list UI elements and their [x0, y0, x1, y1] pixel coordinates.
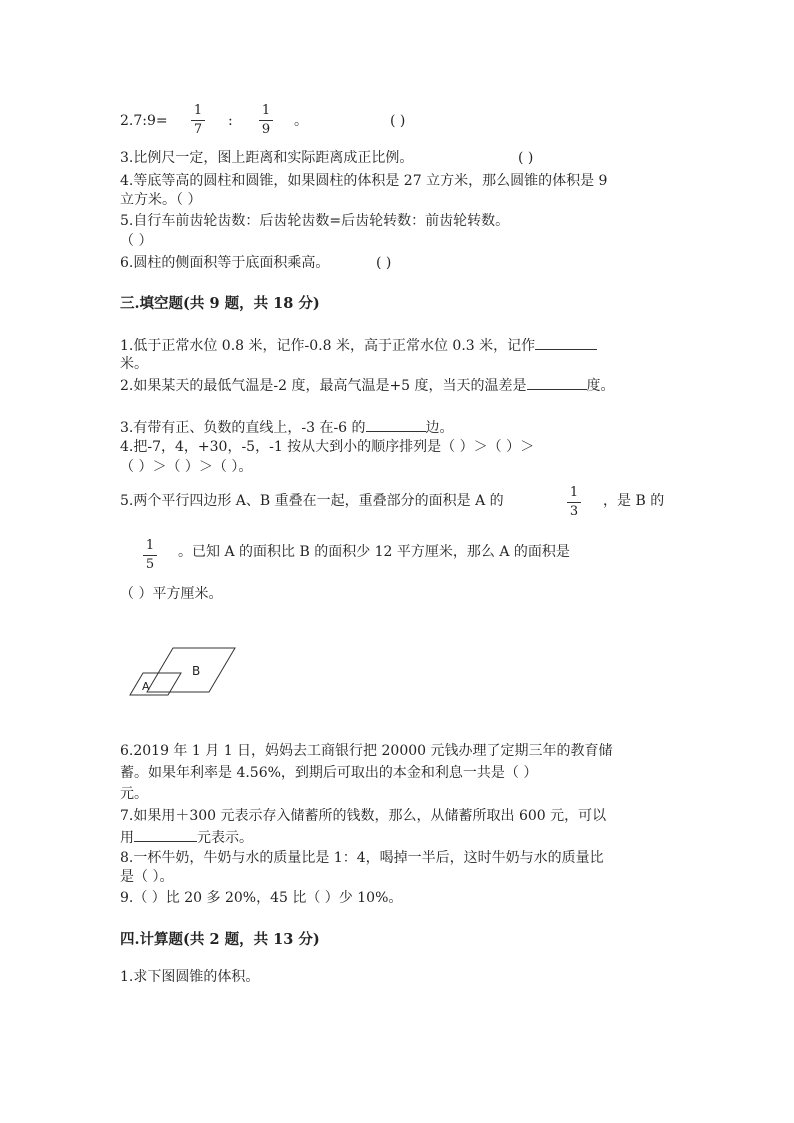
judge-q5-answer-paren[interactable]: （ ） — [120, 233, 153, 249]
parallelogram-figure — [125, 642, 240, 700]
judge-q5-line1: 5.自行车前齿轮齿数：后齿轮齿数=后齿轮转数：前齿轮转数。 — [120, 213, 510, 229]
fill-q2-suffix: 度。 — [586, 378, 615, 394]
answer-blank[interactable] — [535, 335, 597, 350]
fill-q6-line3: 元。 — [120, 786, 148, 802]
fraction-denominator: 3 — [569, 504, 579, 519]
fill-q7-line1: 7.如果用＋300 元表示存入储蓄所的钱数，那么，从储蓄所取出 600 元，可以 — [120, 808, 607, 824]
fill-q5-fraction-a — [567, 485, 581, 520]
judge-q4-line1: 4.等底等高的圆柱和圆锥，如果圆柱的体积是 27 立方米，那么圆锥的体积是 9 — [120, 173, 608, 189]
judge-q6-answer-paren[interactable]: ( ) — [376, 255, 392, 271]
judge-q2-end: 。 — [294, 113, 308, 129]
fill-q5-line1-end: ，是 B 的 — [603, 493, 665, 509]
fill-q1-text: 1.低于正常水位 0.8 米，记作-0.8 米，高于正常水位 0.3 米，记作 — [120, 338, 536, 354]
label-b: B — [192, 664, 201, 678]
fill-q6-line1: 6.2019 年 1 月 1 日，妈妈去工商银行把 20000 元钱办理了定期三年的教育储 — [120, 743, 613, 759]
judge-q4-line2[interactable]: 立方米。（ ） — [120, 192, 202, 208]
judge-q2-fraction-2 — [259, 103, 273, 138]
fill-q7-suffix: 元表示。 — [197, 830, 253, 846]
fraction-numerator: 1 — [569, 485, 579, 500]
fill-q3-text: 3.有带有正、负数的直线上，-3 在-6 的 — [120, 420, 366, 436]
fraction-numerator: 1 — [261, 103, 271, 118]
judge-q2-prefix: 2.7:9= — [120, 113, 168, 129]
judge-q3-answer-paren[interactable]: ( ) — [518, 150, 534, 166]
judge-q3-text: 3.比例尺一定，图上距离和实际距离成正比例。 — [120, 150, 414, 166]
fraction-numerator: 1 — [193, 103, 203, 118]
fill-q3-suffix: 边。 — [425, 420, 454, 436]
judge-q2-answer-paren[interactable]: ( ) — [390, 113, 406, 129]
fill-q7-prefix: 用 — [120, 830, 134, 846]
fill-q5-fraction-b — [143, 538, 157, 573]
fill-q4-line1[interactable]: 4.把-7，4，+30，-5，-1 按从大到小的顺序排列是（ ）＞（ ）＞ — [120, 439, 535, 455]
fill-q1-line2: 米。 — [120, 356, 148, 372]
section-3-title: 三.填空题(共 9 题，共 18 分) — [120, 295, 320, 312]
fill-q4-line2[interactable]: （ ）＞（ ）＞（ ）。 — [120, 459, 253, 475]
parallelogram-b — [147, 648, 235, 692]
judge-q2-colon: : — [228, 113, 233, 129]
fraction-numerator: 1 — [145, 538, 155, 553]
section-4-title: 四.计算题(共 2 题，共 13 分) — [120, 931, 320, 948]
label-a: A — [142, 680, 150, 693]
fill-q8-line1: 8.一杯牛奶，牛奶与水的质量比是 1：4，喝掉一半后，这时牛奶与水的质量比 — [120, 850, 604, 866]
fill-q9[interactable]: 9.（ ）比 20 多 20%，45 比（ ）少 10%。 — [120, 890, 403, 906]
fraction-denominator: 7 — [193, 122, 203, 137]
fill-q2-text: 2.如果某天的最低气温是-2 度，最高气温是+5 度，当天的温差是 — [120, 378, 527, 394]
fill-q5-line2: 。已知 A 的面积比 B 的面积少 12 平方厘米，那么 A 的面积是 — [178, 544, 570, 560]
answer-blank[interactable] — [527, 375, 587, 390]
fraction-denominator: 9 — [261, 122, 271, 137]
fill-q5-line1: 5.两个平行四边形 A、B 重叠在一起，重叠部分的面积是 A 的 — [120, 493, 504, 509]
fill-q7-line2 — [120, 827, 253, 848]
calc-q1-text: 1.求下图圆锥的体积。 — [120, 969, 260, 985]
answer-blank[interactable] — [366, 417, 426, 432]
fill-q2 — [120, 375, 615, 396]
fill-q3 — [120, 417, 454, 438]
fill-q1-line1 — [120, 335, 597, 356]
fill-q5-line3[interactable]: （ ）平方厘米。 — [120, 586, 223, 602]
fill-q8-line2[interactable]: 是（ ）。 — [120, 869, 174, 885]
fill-q6-line2[interactable]: 蓄。如果年利率是 4.56%，到期后可取出的本金和利息一共是（ ） — [120, 765, 538, 781]
answer-blank[interactable] — [134, 827, 197, 842]
fraction-denominator: 5 — [145, 557, 155, 572]
judge-q2-fraction-1 — [191, 103, 205, 138]
judge-q6-text: 6.圆柱的侧面积等于底面积乘高。 — [120, 255, 330, 271]
